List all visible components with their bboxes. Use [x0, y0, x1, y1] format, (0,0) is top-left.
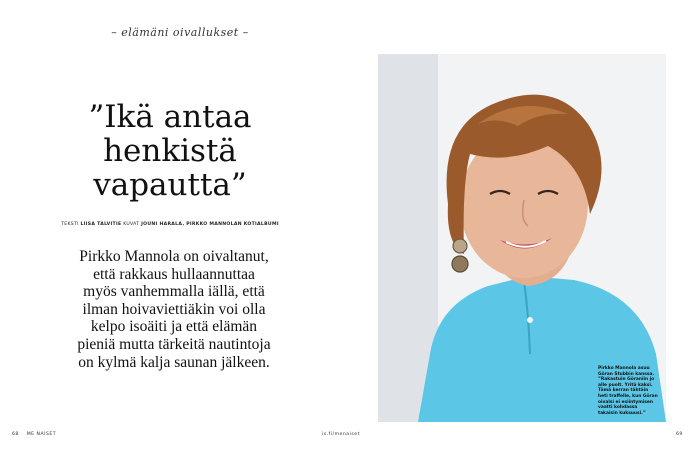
lead-line: että rakkaus hullaannuttaa [93, 265, 255, 283]
photo-caption: Pirkko Mannola asuu Göran Stubbin kanssa. ”Rakastuin Göraniin jo alle puolt. Yritä kaksi. Tämä kerran tähtäin heti traffelle, kun Göran oivalsi ei esiintymisen vaatti kohdassa takaisin kuksuusi.” [598, 366, 658, 416]
article-credits [20, 222, 320, 227]
headline-line: ”Ikä antaa [88, 99, 252, 135]
magazine-brand: ME NAISET [26, 432, 57, 437]
lead-line: Pirkko Mannola on oivaltanut, [79, 248, 269, 265]
earring-bottom [452, 256, 468, 272]
section-kicker: – elämäni oivallukset – [111, 26, 249, 39]
credit-photo-label: KUVAT [123, 222, 140, 227]
credit-text-author: LIISA TALVITIE [80, 222, 122, 227]
page-number-left: 68 [12, 432, 19, 437]
lead-paragraph [58, 248, 290, 371]
lead-line: on kylmä kalja saunan jälkeen. [78, 353, 270, 371]
lead-line: ilman hoivaviettiäkin voi olla [82, 300, 266, 318]
article-headline [60, 100, 280, 202]
page-number-right: 69 [676, 432, 683, 437]
lead-line: kelpo isoäiti ja että elämän [90, 318, 258, 336]
headline-line: vapautta” [93, 167, 247, 203]
headline-line: henkistä [103, 133, 237, 169]
folio-center: is.fi/menaiset [322, 432, 360, 437]
folio-left [12, 432, 56, 437]
right-page [348, 0, 696, 450]
credit-text-label: TEKSTI [61, 222, 79, 227]
credit-photo-author: JOUNI HARALA, PIRKKO MANNOLAN KOTIALBUMI [141, 222, 279, 227]
earring-top [453, 239, 467, 253]
top-button [527, 317, 533, 323]
lead-line: pieniä mutta tärkeitä nautintoja [77, 335, 271, 353]
lead-line: myös vanhemmalla iällä, että [83, 283, 265, 301]
